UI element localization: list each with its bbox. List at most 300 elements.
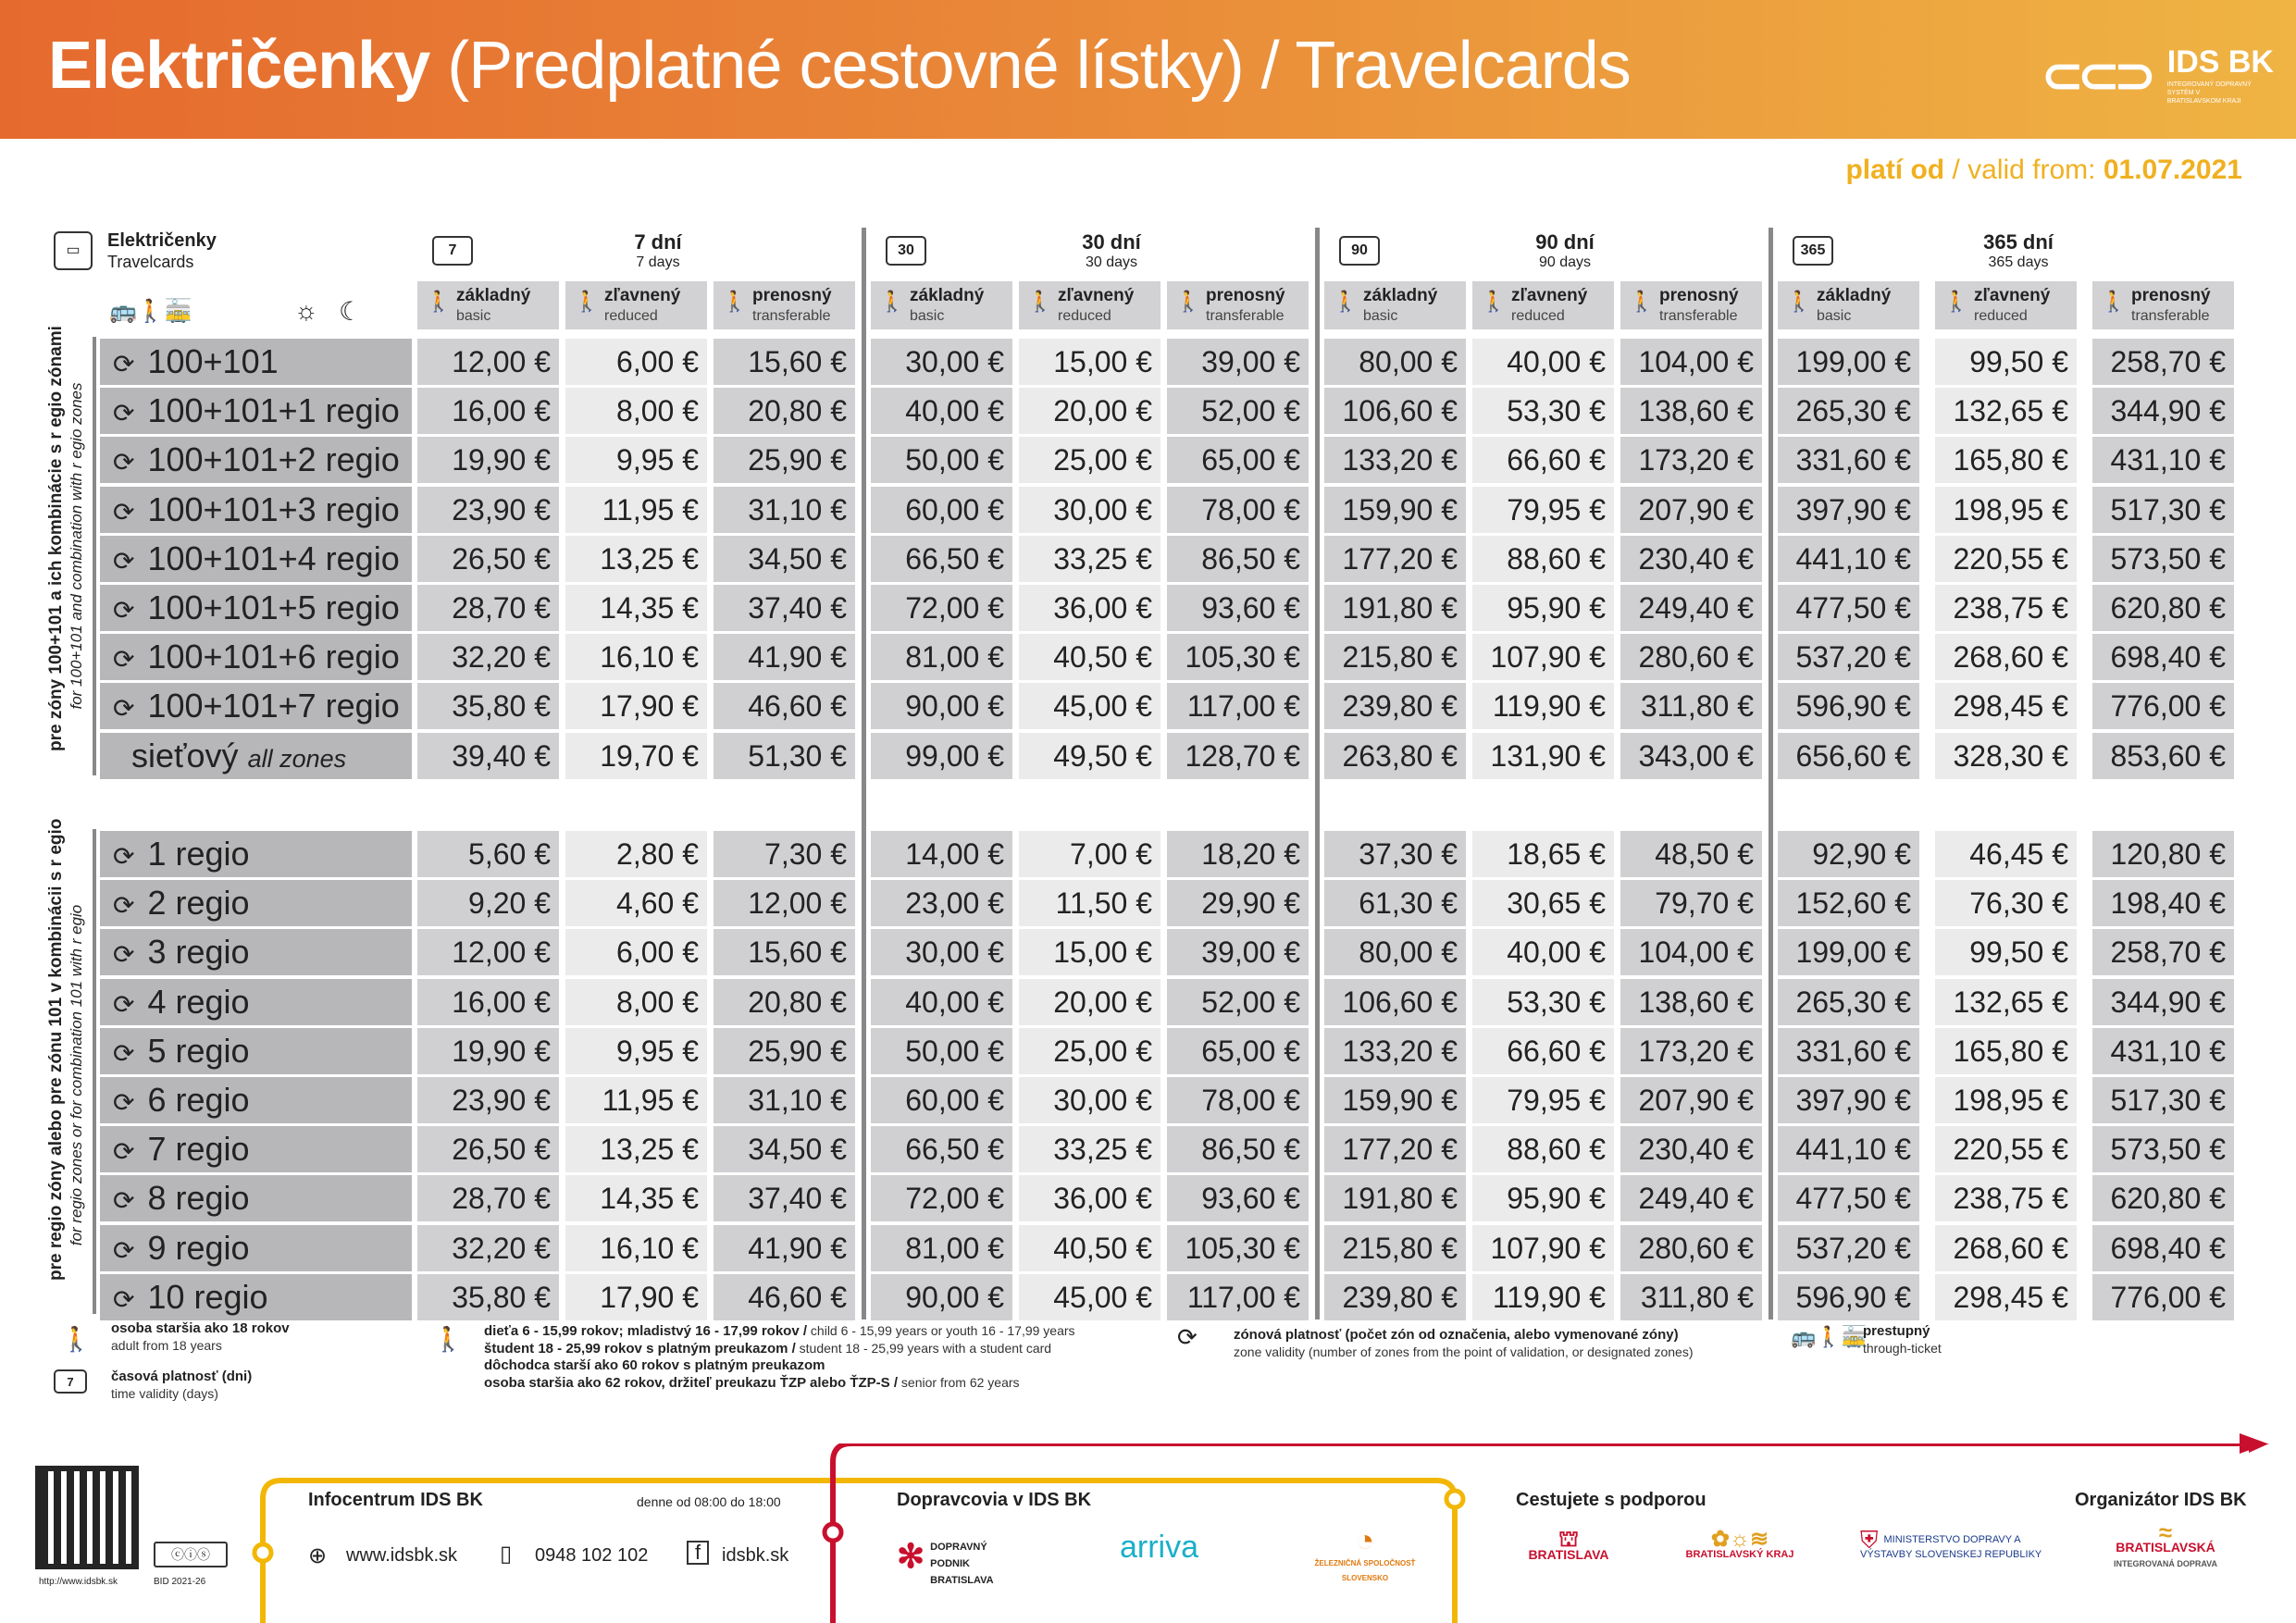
price-cell: 343,00 € bbox=[1620, 733, 1762, 779]
price-cell: 8,00 € bbox=[565, 979, 707, 1025]
period-header: 365 dní 365 days bbox=[1983, 230, 2054, 270]
person-icon: 🚶 bbox=[722, 290, 748, 313]
price-cell: 40,00 € bbox=[871, 388, 1012, 434]
price-cell: 239,80 € bbox=[1324, 1274, 1466, 1320]
price-cell: 35,80 € bbox=[417, 683, 559, 729]
price-cell: 53,30 € bbox=[1472, 979, 1614, 1025]
qr-code[interactable] bbox=[35, 1466, 139, 1569]
zone-label: ⟳ 9 regio bbox=[100, 1225, 412, 1271]
price-cell: 441,10 € bbox=[1778, 1126, 1919, 1172]
price-cell: 23,00 € bbox=[871, 880, 1012, 926]
price-cell: 51,30 € bbox=[714, 733, 855, 779]
valid-from: platí od / valid from: 01.07.2021 bbox=[1845, 155, 2242, 185]
price-cell: 50,00 € bbox=[871, 1028, 1012, 1074]
price-cell: 173,20 € bbox=[1620, 437, 1762, 483]
price-cell: 132,65 € bbox=[1935, 388, 2077, 434]
price-cell: 32,20 € bbox=[417, 634, 559, 680]
phone-number[interactable]: 0948 102 102 bbox=[535, 1545, 649, 1566]
price-cell: 230,40 € bbox=[1620, 1126, 1762, 1172]
zone-label: ⟳ 7 regio bbox=[100, 1126, 412, 1172]
zone-label: ⟳ 100+101+3 regio bbox=[100, 487, 412, 533]
qr-url[interactable]: http://www.idsbk.sk bbox=[39, 1577, 118, 1587]
price-cell: 477,50 € bbox=[1778, 585, 1919, 631]
price-cell: 344,90 € bbox=[2092, 388, 2234, 434]
arrow-icon bbox=[2240, 1433, 2267, 1454]
cc-license-icon: ⓒⓘⓢ bbox=[154, 1542, 228, 1567]
price-cell: 45,00 € bbox=[1019, 1274, 1160, 1320]
zone-label: ⟳ 100+101+7 regio bbox=[100, 683, 412, 729]
legend-zone: zónová platnosť (počet zón od označenia, alebo vymenované zóny) zone validity (number of zones from the point of validation, or designated zones) bbox=[1234, 1327, 1694, 1359]
zone-label: ⟳ 100+101+2 regio bbox=[100, 437, 412, 483]
price-cell: 573,50 € bbox=[2092, 536, 2234, 582]
price-cell: 191,80 € bbox=[1324, 1175, 1466, 1221]
person-icon: 🚶 bbox=[1943, 290, 1969, 313]
price-cell: 104,00 € bbox=[1620, 929, 1762, 975]
price-cell: 698,40 € bbox=[2092, 634, 2234, 680]
price-cell: 40,00 € bbox=[1472, 339, 1614, 385]
sun-icon: ☼ bbox=[294, 296, 318, 325]
price-cell: 177,20 € bbox=[1324, 1126, 1466, 1172]
price-cell: 215,80 € bbox=[1324, 634, 1466, 680]
zone-validity-icon: ⟳ bbox=[1177, 1323, 1198, 1351]
price-cell: 5,60 € bbox=[417, 831, 559, 877]
price-cell: 39,00 € bbox=[1167, 929, 1309, 975]
zssk-logo: ◔ ŽELEZNIČNÁ SPOLOČNOSŤ SLOVENSKO bbox=[1314, 1523, 1416, 1582]
price-cell: 441,10 € bbox=[1778, 536, 1919, 582]
group2-bar bbox=[93, 829, 96, 1314]
price-cell: 88,60 € bbox=[1472, 536, 1614, 582]
price-cell: 128,70 € bbox=[1167, 733, 1309, 779]
price-cell: 99,00 € bbox=[871, 733, 1012, 779]
price-cell: 30,00 € bbox=[871, 929, 1012, 975]
price-cell: 28,70 € bbox=[417, 585, 559, 631]
price-cell: 258,70 € bbox=[2092, 339, 2234, 385]
price-cell: 258,70 € bbox=[2092, 929, 2234, 975]
price-cell: 159,90 € bbox=[1324, 1077, 1466, 1123]
zone-label: ⟳ 3 regio bbox=[100, 929, 412, 975]
infocentrum-hours: denne od 08:00 do 18:00 bbox=[637, 1494, 781, 1509]
zone-validity-icon: ⟳ bbox=[113, 399, 135, 428]
zone-validity-icon: ⟳ bbox=[113, 842, 135, 871]
zone-validity-icon: ⟳ bbox=[113, 350, 135, 378]
price-cell: 95,90 € bbox=[1472, 585, 1614, 631]
price-cell: 133,20 € bbox=[1324, 437, 1466, 483]
price-cell: 46,60 € bbox=[714, 1274, 855, 1320]
person-icon: 🚶 bbox=[1481, 290, 1507, 313]
price-cell: 36,00 € bbox=[1019, 1175, 1160, 1221]
price-cell: 30,00 € bbox=[1019, 1077, 1160, 1123]
group1-bar bbox=[93, 337, 96, 775]
period-tag-icon: 30 bbox=[886, 236, 926, 266]
period-separator bbox=[1769, 228, 1773, 1319]
price-cell: 37,30 € bbox=[1324, 831, 1466, 877]
ministry-logo: ⛨ MINISTERSTVO DOPRAVY A VÝSTAVBY SLOVENSKEJ REPUBLIKY bbox=[1860, 1526, 2042, 1560]
price-cell: 311,80 € bbox=[1620, 683, 1762, 729]
price-cell: 238,75 € bbox=[1935, 1175, 2077, 1221]
price-cell: 138,60 € bbox=[1620, 979, 1762, 1025]
ticket-type-reduced: 🚶 zľavnený reduced bbox=[1935, 281, 2077, 329]
price-cell: 72,00 € bbox=[871, 585, 1012, 631]
price-cell: 17,90 € bbox=[565, 1274, 707, 1320]
price-cell: 105,30 € bbox=[1167, 634, 1309, 680]
price-cell: 105,30 € bbox=[1167, 1225, 1309, 1271]
period-separator bbox=[862, 228, 866, 1319]
price-cell: 25,90 € bbox=[714, 437, 855, 483]
price-cell: 596,90 € bbox=[1778, 1274, 1919, 1320]
price-cell: 14,35 € bbox=[565, 1175, 707, 1221]
price-cell: 191,80 € bbox=[1324, 585, 1466, 631]
ticket-type-transferable: 🚶 prenosný transferable bbox=[1620, 281, 1762, 329]
price-cell: 107,90 € bbox=[1472, 1225, 1614, 1271]
price-cell: 8,00 € bbox=[565, 388, 707, 434]
header-banner bbox=[0, 0, 2296, 139]
price-cell: 92,90 € bbox=[1778, 831, 1919, 877]
bid-code: BID 2021-26 bbox=[154, 1577, 206, 1587]
price-cell: 573,50 € bbox=[2092, 1126, 2234, 1172]
price-cell: 239,80 € bbox=[1324, 683, 1466, 729]
price-cell: 72,00 € bbox=[871, 1175, 1012, 1221]
price-cell: 117,00 € bbox=[1167, 1274, 1309, 1320]
price-cell: 249,40 € bbox=[1620, 1175, 1762, 1221]
price-cell: 53,30 € bbox=[1472, 388, 1614, 434]
person-icon: 🚶 bbox=[1027, 290, 1053, 313]
organizer-logo: ≈ BRATISLAVSKÁ INTEGROVANÁ DOPRAVA bbox=[2113, 1518, 2217, 1568]
person-icon: 🚶 bbox=[1786, 290, 1812, 313]
price-cell: 93,60 € bbox=[1167, 1175, 1309, 1221]
legend-time: časová platnosť (dni) time validity (days) bbox=[111, 1369, 253, 1401]
bus-tram-train-icon: 🚌🚶🚋 bbox=[109, 299, 192, 324]
travelcard-icon: ▭ bbox=[54, 231, 93, 270]
price-cell: 78,00 € bbox=[1167, 487, 1309, 533]
period-tag-icon: 7 bbox=[432, 236, 473, 266]
price-cell: 78,00 € bbox=[1167, 1077, 1309, 1123]
price-cell: 220,55 € bbox=[1935, 536, 2077, 582]
price-cell: 12,00 € bbox=[417, 929, 559, 975]
price-cell: 23,90 € bbox=[417, 487, 559, 533]
price-cell: 25,90 € bbox=[714, 1028, 855, 1074]
price-cell: 19,90 € bbox=[417, 1028, 559, 1074]
price-cell: 50,00 € bbox=[871, 437, 1012, 483]
price-cell: 40,00 € bbox=[871, 979, 1012, 1025]
price-cell: 60,00 € bbox=[871, 487, 1012, 533]
zone-label: ⟳ 4 regio bbox=[100, 979, 412, 1025]
ticket-type-basic: 🚶 základný basic bbox=[1778, 281, 1919, 329]
price-cell: 79,70 € bbox=[1620, 880, 1762, 926]
zone-validity-icon: ⟳ bbox=[113, 1038, 135, 1068]
bsk-logo: ✿☼≋ BRATISLAVSKÝ KRAJ bbox=[1685, 1527, 1794, 1560]
price-cell: 40,00 € bbox=[1472, 929, 1614, 975]
organizer-title: Organizátor IDS BK bbox=[2075, 1490, 2247, 1510]
product-subtitle: Travelcards bbox=[107, 253, 194, 271]
price-cell: 33,25 € bbox=[1019, 536, 1160, 582]
price-cell: 11,95 € bbox=[565, 487, 707, 533]
price-cell: 31,10 € bbox=[714, 1077, 855, 1123]
price-cell: 656,60 € bbox=[1778, 733, 1919, 779]
price-cell: 120,80 € bbox=[2092, 831, 2234, 877]
price-cell: 60,00 € bbox=[871, 1077, 1012, 1123]
zone-label: ⟳ 100+101+1 regio bbox=[100, 388, 412, 434]
price-cell: 76,30 € bbox=[1935, 880, 2077, 926]
price-cell: 263,80 € bbox=[1324, 733, 1466, 779]
price-cell: 331,60 € bbox=[1778, 437, 1919, 483]
price-cell: 30,00 € bbox=[1019, 487, 1160, 533]
price-cell: 104,00 € bbox=[1620, 339, 1762, 385]
price-cell: 397,90 € bbox=[1778, 487, 1919, 533]
price-cell: 220,55 € bbox=[1935, 1126, 2077, 1172]
arriva-logo: arriva bbox=[1120, 1530, 1199, 1565]
zone-validity-icon: ⟳ bbox=[113, 940, 135, 970]
zone-label: ⟳ 2 regio bbox=[100, 880, 412, 926]
person-icon: 🚶 bbox=[574, 290, 600, 313]
price-cell: 32,20 € bbox=[417, 1225, 559, 1271]
price-cell: 16,00 € bbox=[417, 388, 559, 434]
person-icon: 🚶 bbox=[1629, 290, 1655, 313]
price-cell: 311,80 € bbox=[1620, 1274, 1762, 1320]
price-cell: 39,40 € bbox=[417, 733, 559, 779]
price-cell: 7,00 € bbox=[1019, 831, 1160, 877]
zone-label: ⟳ 1 regio bbox=[100, 831, 412, 877]
price-cell: 20,00 € bbox=[1019, 388, 1160, 434]
price-cell: 620,80 € bbox=[2092, 585, 2234, 631]
zone-label: ⟳ 10 regio bbox=[100, 1274, 412, 1320]
zone-validity-icon: ⟳ bbox=[113, 989, 135, 1019]
price-cell: 48,50 € bbox=[1620, 831, 1762, 877]
period-separator bbox=[1315, 228, 1320, 1319]
ticket-type-transferable: 🚶 prenosný transferable bbox=[714, 281, 855, 329]
zone-label: ⟳ 5 regio bbox=[100, 1028, 412, 1074]
globe-icon: ⊕ bbox=[308, 1543, 328, 1568]
period-header: 30 dní 30 days bbox=[1082, 230, 1141, 270]
zone-validity-icon: ⟳ bbox=[113, 1137, 135, 1167]
price-cell: 159,90 € bbox=[1324, 487, 1466, 533]
ticket-type-reduced: 🚶 zľavnený reduced bbox=[1472, 281, 1614, 329]
price-cell: 13,25 € bbox=[565, 1126, 707, 1172]
price-cell: 131,90 € bbox=[1472, 733, 1614, 779]
price-cell: 30,65 € bbox=[1472, 880, 1614, 926]
legend-reduced: dieťa 6 - 15,99 rokov; mladistvý 16 - 17,99 rokov / child 6 - 15,99 years or youth 16 - 17,99 years študent 18 - 25,99 rokov s platným preukazom / student 18 - 25,99 years with a student card dôchodca starší ako 60 rokov s platným preukazom osoba staršia ako 62 rokov, držiteľ preukazu ŤZP alebo ŤZP-S / senior from 62 years bbox=[484, 1323, 1075, 1391]
price-cell: 107,90 € bbox=[1472, 634, 1614, 680]
facebook-icon: f bbox=[687, 1541, 709, 1565]
price-cell: 17,90 € bbox=[565, 683, 707, 729]
price-cell: 198,95 € bbox=[1935, 1077, 2077, 1123]
price-cell: 19,90 € bbox=[417, 437, 559, 483]
price-cell: 26,50 € bbox=[417, 1126, 559, 1172]
ids-bk-logo: ⊂⊂⊃ IDS BK INTEGROVANÝ DOPRAVNÝ SYSTÉM V BRATISLAVSKOM KRAJI bbox=[2042, 44, 2274, 105]
price-cell: 34,50 € bbox=[714, 1126, 855, 1172]
price-cell: 620,80 € bbox=[2092, 1175, 2234, 1221]
price-cell: 99,50 € bbox=[1935, 929, 2077, 975]
price-cell: 16,10 € bbox=[565, 634, 707, 680]
price-cell: 15,00 € bbox=[1019, 339, 1160, 385]
price-cell: 215,80 € bbox=[1324, 1225, 1466, 1271]
ticket-type-basic: 🚶 základný basic bbox=[871, 281, 1012, 329]
price-cell: 37,40 € bbox=[714, 1175, 855, 1221]
price-cell: 41,90 € bbox=[714, 1225, 855, 1271]
price-cell: 18,20 € bbox=[1167, 831, 1309, 877]
dpb-logo: ✻ DOPRAVNÝ PODNIK BRATISLAVA bbox=[897, 1537, 994, 1586]
price-cell: 12,00 € bbox=[417, 339, 559, 385]
price-cell: 397,90 € bbox=[1778, 1077, 1919, 1123]
period-tag-icon: 365 bbox=[1793, 236, 1833, 266]
price-cell: 49,50 € bbox=[1019, 733, 1160, 779]
zone-validity-icon: ⟳ bbox=[113, 1235, 135, 1265]
price-cell: 431,10 € bbox=[2092, 437, 2234, 483]
price-cell: 517,30 € bbox=[2092, 487, 2234, 533]
ticket-type-transferable: 🚶 prenosný transferable bbox=[2092, 281, 2234, 329]
price-cell: 20,80 € bbox=[714, 979, 855, 1025]
price-cell: 23,90 € bbox=[417, 1077, 559, 1123]
price-cell: 46,60 € bbox=[714, 683, 855, 729]
price-cell: 265,30 € bbox=[1778, 979, 1919, 1025]
price-cell: 106,60 € bbox=[1324, 979, 1466, 1025]
price-cell: 9,20 € bbox=[417, 880, 559, 926]
period-header: 90 dní 90 days bbox=[1535, 230, 1595, 270]
price-cell: 298,45 € bbox=[1935, 1274, 2077, 1320]
price-cell: 328,30 € bbox=[1935, 733, 2077, 779]
zone-validity-icon: ⟳ bbox=[113, 694, 135, 724]
price-cell: 52,00 € bbox=[1167, 979, 1309, 1025]
page-title: Električenky (Predplatné cestovné lístky) / Travelcards bbox=[48, 29, 1631, 103]
price-cell: 106,60 € bbox=[1324, 388, 1466, 434]
price-cell: 15,00 € bbox=[1019, 929, 1160, 975]
price-cell: 20,00 € bbox=[1019, 979, 1160, 1025]
price-cell: 249,40 € bbox=[1620, 585, 1762, 631]
price-cell: 15,60 € bbox=[714, 929, 855, 975]
price-cell: 477,50 € bbox=[1778, 1175, 1919, 1221]
price-cell: 230,40 € bbox=[1620, 536, 1762, 582]
price-cell: 31,10 € bbox=[714, 487, 855, 533]
price-cell: 2,80 € bbox=[565, 831, 707, 877]
price-cell: 517,30 € bbox=[2092, 1077, 2234, 1123]
infocentrum-title: Infocentrum IDS BK bbox=[308, 1490, 483, 1510]
price-cell: 7,30 € bbox=[714, 831, 855, 877]
price-cell: 14,00 € bbox=[871, 831, 1012, 877]
zone-validity-icon: ⟳ bbox=[113, 1088, 135, 1117]
price-cell: 14,35 € bbox=[565, 585, 707, 631]
period-header: 7 dní 7 days bbox=[634, 230, 682, 270]
zone-validity-icon: ⟳ bbox=[113, 1284, 135, 1314]
zone-label: ⟳ 100+101+4 regio bbox=[100, 536, 412, 582]
price-cell: 207,90 € bbox=[1620, 1077, 1762, 1123]
price-cell: 80,00 € bbox=[1324, 929, 1466, 975]
price-cell: 65,00 € bbox=[1167, 437, 1309, 483]
zone-validity-icon: ⟳ bbox=[113, 546, 135, 576]
price-cell: 344,90 € bbox=[2092, 979, 2234, 1025]
price-cell: 46,45 € bbox=[1935, 831, 2077, 877]
zone-validity-icon: ⟳ bbox=[113, 448, 135, 477]
price-cell: 34,50 € bbox=[714, 536, 855, 582]
price-cell: 66,60 € bbox=[1472, 1028, 1614, 1074]
price-cell: 776,00 € bbox=[2092, 1274, 2234, 1320]
price-cell: 198,40 € bbox=[2092, 880, 2234, 926]
price-cell: 29,90 € bbox=[1167, 880, 1309, 926]
web-link[interactable]: www.idsbk.sk bbox=[346, 1545, 458, 1566]
price-cell: 45,00 € bbox=[1019, 683, 1160, 729]
zssk-icon: ◔ bbox=[1355, 1523, 1375, 1558]
price-cell: 66,50 € bbox=[871, 1126, 1012, 1172]
reduced-icon: 🚶 bbox=[433, 1325, 464, 1353]
ticket-type-reduced: 🚶 zľavnený reduced bbox=[1019, 281, 1160, 329]
price-cell: 66,60 € bbox=[1472, 437, 1614, 483]
price-cell: 268,60 € bbox=[1935, 1225, 2077, 1271]
zone-label: ⟳ 100+101 bbox=[100, 339, 412, 385]
price-cell: 99,50 € bbox=[1935, 339, 2077, 385]
price-cell: 298,45 € bbox=[1935, 683, 2077, 729]
price-cell: 25,00 € bbox=[1019, 1028, 1160, 1074]
price-cell: 37,40 € bbox=[714, 585, 855, 631]
zone-validity-icon: ⟳ bbox=[113, 891, 135, 921]
zone-validity-icon: ⟳ bbox=[113, 1186, 135, 1216]
time-validity-icon: 7 bbox=[54, 1369, 87, 1394]
price-cell: 16,00 € bbox=[417, 979, 559, 1025]
zone-validity-icon: ⟳ bbox=[113, 497, 135, 527]
price-cell: 33,25 € bbox=[1019, 1126, 1160, 1172]
price-cell: 25,00 € bbox=[1019, 437, 1160, 483]
price-cell: 81,00 € bbox=[871, 1225, 1012, 1271]
price-cell: 18,65 € bbox=[1472, 831, 1614, 877]
price-cell: 280,60 € bbox=[1620, 1225, 1762, 1271]
carriers-title: Dopravcovia v IDS BK bbox=[897, 1490, 1092, 1510]
price-cell: 26,50 € bbox=[417, 536, 559, 582]
price-cell: 9,95 € bbox=[565, 437, 707, 483]
price-cell: 165,80 € bbox=[1935, 1028, 2077, 1074]
zone-label: ⟳ 6 regio bbox=[100, 1077, 412, 1123]
facebook-link[interactable]: idsbk.sk bbox=[722, 1545, 789, 1566]
price-cell: 177,20 € bbox=[1324, 536, 1466, 582]
price-cell: 90,00 € bbox=[871, 1274, 1012, 1320]
price-cell: 15,60 € bbox=[714, 339, 855, 385]
zone-label: ⟳ 100+101+5 regio bbox=[100, 585, 412, 631]
price-cell: 11,50 € bbox=[1019, 880, 1160, 926]
price-cell: 86,50 € bbox=[1167, 536, 1309, 582]
person-icon: 🚶 bbox=[1175, 290, 1201, 313]
price-cell: 41,90 € bbox=[714, 634, 855, 680]
zone-validity-icon: ⟳ bbox=[113, 596, 135, 625]
ticket-type-reduced: 🚶 zľavnený reduced bbox=[565, 281, 707, 329]
bratislava-logo: ⛫ BRATISLAVA bbox=[1528, 1527, 1609, 1562]
price-cell: 152,60 € bbox=[1778, 880, 1919, 926]
price-cell: 268,60 € bbox=[1935, 634, 2077, 680]
price-cell: 238,75 € bbox=[1935, 585, 2077, 631]
zone-label: sieťový all zones bbox=[100, 733, 412, 779]
period-tag-icon: 90 bbox=[1339, 236, 1380, 266]
price-cell: 280,60 € bbox=[1620, 634, 1762, 680]
price-cell: 698,40 € bbox=[2092, 1225, 2234, 1271]
zone-label: ⟳ 8 regio bbox=[100, 1175, 412, 1221]
price-cell: 776,00 € bbox=[2092, 683, 2234, 729]
person-icon: 🚶 bbox=[879, 290, 905, 313]
price-cell: 13,25 € bbox=[565, 536, 707, 582]
adult-icon: 🚶 bbox=[61, 1325, 92, 1353]
price-cell: 119,90 € bbox=[1472, 683, 1614, 729]
zone-validity-icon: ⟳ bbox=[113, 645, 135, 675]
ticket-type-basic: 🚶 základný basic bbox=[417, 281, 559, 329]
price-cell: 119,90 € bbox=[1472, 1274, 1614, 1320]
price-cell: 853,60 € bbox=[2092, 733, 2234, 779]
price-cell: 133,20 € bbox=[1324, 1028, 1466, 1074]
price-cell: 40,50 € bbox=[1019, 634, 1160, 680]
price-cell: 207,90 € bbox=[1620, 487, 1762, 533]
person-icon: 🚶 bbox=[426, 290, 452, 313]
person-icon: 🚶 bbox=[1333, 290, 1359, 313]
through-ticket-icon: 🚌🚶🚋 bbox=[1791, 1325, 1868, 1348]
price-cell: 90,00 € bbox=[871, 683, 1012, 729]
price-cell: 132,65 € bbox=[1935, 979, 2077, 1025]
price-cell: 39,00 € bbox=[1167, 339, 1309, 385]
phone-icon: ▯ bbox=[500, 1542, 513, 1567]
price-cell: 165,80 € bbox=[1935, 437, 2077, 483]
dpb-icon: ✻ bbox=[897, 1537, 925, 1575]
